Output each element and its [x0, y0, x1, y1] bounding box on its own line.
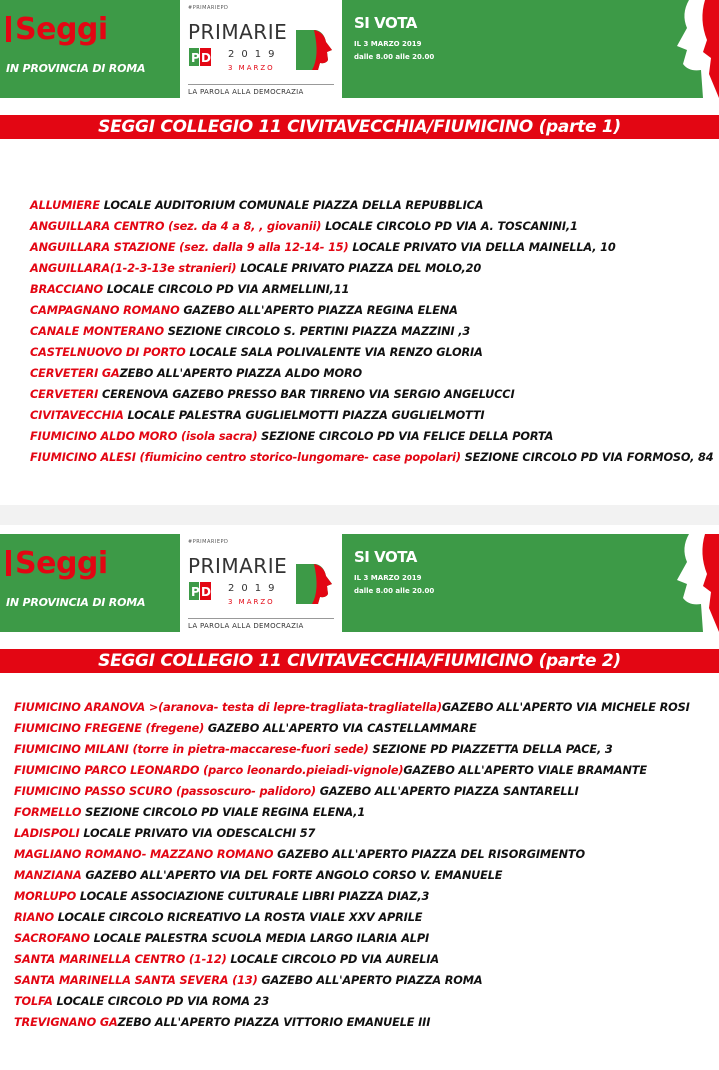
primarie-text: PRIMARIE: [188, 20, 288, 44]
list-item: [14, 823, 704, 844]
list-item: [30, 258, 719, 279]
polling-town: FIUMICINO FREGENE (fregene): [14, 722, 205, 735]
polling-details: GAZEBO ALL'APERTO PIAZZA REGINA ELENA: [179, 304, 458, 317]
polling-town: CANALE MONTERANO: [30, 325, 164, 338]
section1-title: SEGGI COLLEGIO 11 CIVITAVECCHIA/FIUMICINO (parte 1): [0, 115, 719, 139]
hashtag: #PRIMARIEPD: [188, 5, 229, 11]
polling-details: ZEBO ALL'APERTO PIAZZA VITTORIO EMANUELE III: [117, 1016, 431, 1029]
section2-list: [14, 697, 704, 1033]
polling-details: SEZIONE CIRCOLO PD VIA FELICE DELLA PORTA: [257, 430, 554, 443]
polling-details: LOCALE SALA POLIVALENTE VIA RENZO GLORIA: [185, 346, 483, 359]
banner-bottom: [0, 534, 719, 632]
si-vota-heading: SI VOTA: [354, 548, 417, 566]
polling-town: CASTELNUOVO DI PORTO: [30, 346, 186, 359]
pd-logo-icon: [189, 582, 211, 600]
hashtag: #PRIMARIEPD: [188, 539, 229, 545]
polling-town: CERVETERI: [30, 388, 99, 401]
polling-details: LOCALE CIRCOLO RICREATIVO LA ROSTA VIALE XXV APRILE: [53, 911, 423, 924]
list-item: [14, 802, 704, 823]
list-item: [30, 237, 719, 258]
polling-town: MORLUPO: [14, 890, 77, 903]
polling-town: FIUMICINO MILANI (torre in pietra-maccarese-fuori sede): [14, 743, 369, 756]
polling-town: CAMPAGNANO ROMANO: [30, 304, 180, 317]
polling-town: ANGUILLARA STAZIONE (sez. dalla 9 alla 12-14- 15): [30, 241, 349, 254]
polling-details: LOCALE CIRCOLO PD VIA A. TOSCANINI,1: [321, 220, 578, 233]
polling-town: FIUMICINO PARCO LEONARDO (parco leonardo.pieiadi-vignole): [14, 764, 404, 777]
provincia-label: IN PROVINCIA DI ROMA: [6, 62, 146, 75]
polling-details: GAZEBO ALL'APERTO PIAZZA DEL RISORGIMENTO: [273, 848, 585, 861]
logo-tagline: LA PAROLA ALLA DEMOCRAZIA: [188, 88, 304, 96]
primarie-text: PRIMARIE: [188, 554, 288, 578]
polling-details: LOCALE CIRCOLO PD VIA AURELIA: [226, 953, 439, 966]
polling-town: FIUMICINO PASSO SCURO (passoscuro- palidoro): [14, 785, 316, 798]
list-item: [30, 342, 719, 363]
list-item: [14, 907, 704, 928]
polling-details: ZEBO ALL'APERTO PIAZZA ALDO MORO: [119, 367, 362, 380]
polling-details: GAZEBO ALL'APERTO PIAZZA ROMA: [257, 974, 483, 987]
banner-top: [0, 0, 719, 98]
polling-details: GAZEBO ALL'APERTO VIA DEL FORTE ANGOLO CORSO V. EMANUELE: [81, 869, 503, 882]
logo-month: 3 MARZO: [228, 598, 275, 606]
list-item: [14, 949, 704, 970]
svg-text:P: P: [191, 51, 200, 65]
polling-details: LOCALE CIRCOLO PD VIA ARMELLINI,11: [102, 283, 350, 296]
polling-details: CERENOVA GAZEBO PRESSO BAR TIRRENO VIA SERGIO ANGELUCCI: [98, 388, 515, 401]
polling-details: LOCALE PRIVATO PIAZZA DEL MOLO,20: [236, 262, 482, 275]
polling-town: SANTA MARINELLA CENTRO (1-12): [14, 953, 227, 966]
polling-town: FORMELLO: [14, 806, 82, 819]
vote-date: IL 3 MARZO 2019: [354, 574, 422, 582]
polling-details: LOCALE ASSOCIAZIONE CULTURALE LIBRI PIAZZA DIAZ,3: [76, 890, 430, 903]
list-item: [14, 697, 704, 718]
list-item: [14, 760, 704, 781]
polling-details: GAZEBO ALL'APERTO VIA CASTELLAMMARE: [204, 722, 477, 735]
polling-town: SACROFANO: [14, 932, 90, 945]
list-item: [30, 195, 719, 216]
polling-town: ANGUILLARA CENTRO (sez. da 4 a 8, , giovanii): [30, 220, 322, 233]
polling-town: FIUMICINO ALDO MORO (isola sacra): [30, 430, 258, 443]
polling-town: TREVIGNANO GA: [14, 1016, 118, 1029]
polling-town: CERVETERI GA: [30, 367, 120, 380]
polling-town: LADISPOLI: [14, 827, 80, 840]
polling-town: TOLFA: [14, 995, 53, 1008]
list-item: [30, 447, 719, 468]
list-item: [14, 844, 704, 865]
pd-logo-icon: [189, 48, 211, 66]
polling-details: LOCALE PALESTRA SCUOLA MEDIA LARGO ILARIA ALPI: [89, 932, 430, 945]
logo-divider: [188, 618, 334, 619]
list-item: [30, 216, 719, 237]
banner-left: [0, 534, 178, 632]
si-vota-heading: SI VOTA: [354, 14, 417, 32]
polling-town: FIUMICINO ARANOVA >(aranova- testa di lepre-tragliata-tragliatella): [14, 701, 442, 714]
list-item: [30, 300, 719, 321]
list-item: [14, 1012, 704, 1033]
section2-title: SEGGI COLLEGIO 11 CIVITAVECCHIA/FIUMICINO (parte 2): [0, 649, 719, 673]
list-item: [30, 363, 719, 384]
polling-details: LOCALE CIRCOLO PD VIA ROMA 23: [52, 995, 270, 1008]
polling-town: ANGUILLARA(1-2-3-13e stranieri): [30, 262, 237, 275]
polling-town: MANZIANA: [14, 869, 82, 882]
polling-town: CIVITAVECCHIA: [30, 409, 124, 422]
profile-head-icon: [294, 560, 334, 606]
vote-time: dalle 8.00 alle 20.00: [354, 587, 435, 595]
logo-tagline: LA PAROLA ALLA DEMOCRAZIA: [188, 622, 304, 630]
logo-year: 2019: [228, 583, 282, 594]
banner-left: [0, 0, 178, 98]
polling-details: LOCALE PRIVATO VIA ODESCALCHI 57: [79, 827, 316, 840]
logo-month: 3 MARZO: [228, 64, 275, 72]
polling-details: GAZEBO ALL'APERTO VIALE BRAMANTE: [403, 764, 647, 777]
list-item: [14, 781, 704, 802]
list-item: [30, 405, 719, 426]
provincia-label: IN PROVINCIA DI ROMA: [6, 596, 146, 609]
polling-details: LOCALE PALESTRA GUGLIELMOTTI PIAZZA GUGLIELMOTTI: [123, 409, 485, 422]
page-separator: [0, 505, 719, 525]
face-silhouette-icon: [629, 0, 719, 98]
list-item: [14, 718, 704, 739]
vote-time: dalle 8.00 alle 20.00: [354, 53, 435, 61]
list-item: [30, 279, 719, 300]
svg-text:D: D: [201, 51, 211, 65]
list-item: [14, 970, 704, 991]
list-item: [14, 865, 704, 886]
primarie-logo: [180, 534, 342, 632]
list-item: [14, 739, 704, 760]
logo-year: 2019: [228, 49, 282, 60]
list-item: [30, 321, 719, 342]
polling-details: SEZIONE CIRCOLO PD VIA FORMOSO, 84: [460, 451, 714, 464]
polling-town: SANTA MARINELLA SANTA SEVERA (13): [14, 974, 258, 987]
section1-list: [30, 195, 719, 468]
polling-details: GAZEBO ALL'APERTO PIAZZA SANTARELLI: [315, 785, 579, 798]
polling-town: FIUMICINO ALESI (fiumicino centro storico-lungomare- case popolari): [30, 451, 461, 464]
polling-details: LOCALE PRIVATO VIA DELLA MAINELLA, 10: [348, 241, 616, 254]
list-item: [14, 991, 704, 1012]
svg-text:D: D: [201, 585, 211, 599]
polling-town: ALLUMIERE: [30, 199, 100, 212]
list-item: [14, 886, 704, 907]
seggi-heading: Seggi: [6, 546, 108, 582]
polling-details: GAZEBO ALL'APERTO VIA MICHELE ROSI: [441, 701, 690, 714]
profile-head-icon: [294, 26, 334, 72]
polling-details: SEZIONE CIRCOLO PD VIALE REGINA ELENA,1: [81, 806, 366, 819]
list-item: [30, 384, 719, 405]
polling-details: SEZIONE PD PIAZZETTA DELLA PACE, 3: [368, 743, 613, 756]
seggi-heading: Seggi: [6, 12, 108, 48]
list-item: [14, 928, 704, 949]
polling-details: SEZIONE CIRCOLO S. PERTINI PIAZZA MAZZINI ,3: [163, 325, 471, 338]
polling-town: MAGLIANO ROMANO- MAZZANO ROMANO: [14, 848, 274, 861]
logo-divider: [188, 84, 334, 85]
polling-town: RIANO: [14, 911, 54, 924]
vote-date: IL 3 MARZO 2019: [354, 40, 422, 48]
face-silhouette-icon: [629, 534, 719, 632]
primarie-logo: [180, 0, 342, 98]
polling-town: BRACCIANO: [30, 283, 103, 296]
svg-text:P: P: [191, 585, 200, 599]
list-item: [30, 426, 719, 447]
polling-details: LOCALE AUDITORIUM COMUNALE PIAZZA DELLA REPUBBLICA: [99, 199, 484, 212]
